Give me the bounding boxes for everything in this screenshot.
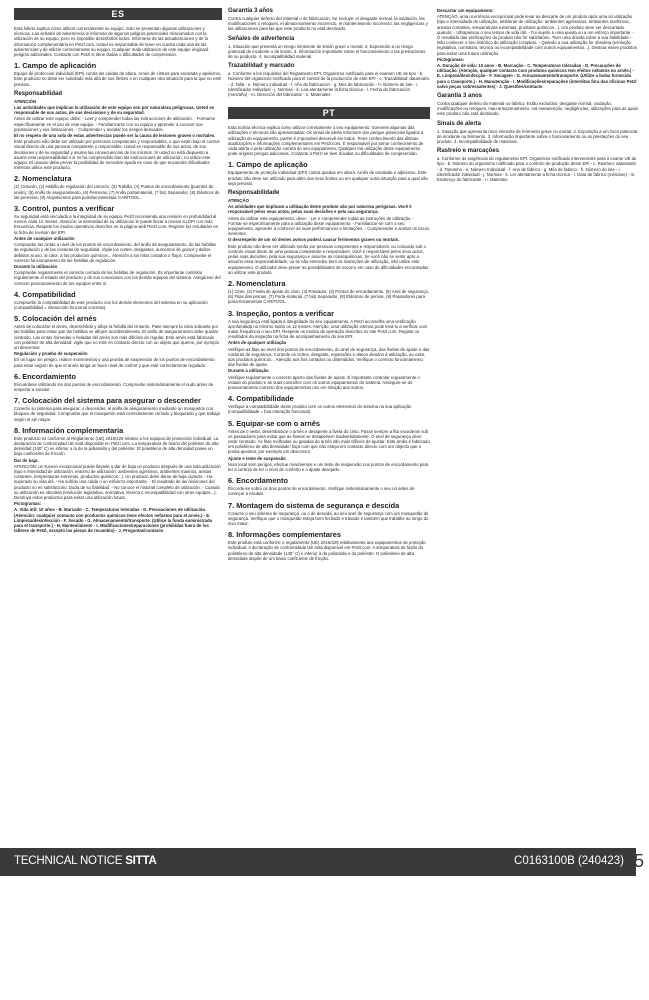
pt-warning-label: ATENÇÃO	[228, 198, 249, 204]
pt-heading-8: 8. Informações complementares	[228, 530, 341, 540]
column-middle	[228, 8, 430, 562]
es-retire-title: Dar de baja:	[14, 457, 39, 463]
es-heading-2: 2. Nomenclatura	[14, 174, 72, 184]
pt-para-3a: Verifique as fitas ao nível dos pontos de encordamento, do anel de segurança, das fivelas de ajuste e das costuras de segurança. Controle os cortes, desgaste, espessões e danos devidos à utilização, ao calor, aos produtos químicos... Atenção aos fios cortados ou distendidos. Verifique o correcto funcionamento das fivelas de ajuste.	[228, 346, 430, 368]
es-para-3b: Compruebe regularmente el correcto cerrado de las hebillas de regulación. Es importante controlar regularmente el estado del producto y de sus conexiones con los demás equipos del sistema. Asegúrese del correcto posicionamiento de los equipos entre sí.	[14, 270, 221, 286]
es-heading-6: 6. Encordamiento	[14, 371, 77, 381]
es-heading-8: 8. Información complementaria	[14, 425, 124, 435]
es-guarantee-title: Garantía 3 años	[228, 8, 274, 14]
pt-heading-4: 4. Compatibilidade	[228, 394, 294, 404]
es-para-7: Conecte su sistema para asegurar, o descender, al anillo de aseguramiento mediante un mosquetón con bloqueo de seguridad. Compruebe que el mosquetón está correctamente cerrado y bloqueado y que trabaja según el eje mayor.	[14, 406, 220, 422]
pt-para-6: Encorde-se sobre os dois pontos de encordamento. Verifique sistematicamente o seu nó antes de começar a escalar.	[228, 486, 415, 497]
footer-title-bold: SITTA	[125, 855, 157, 867]
pt-guarantee-text: Contra qualquer defeito do material ou fabrico. Estão excluídos: desgaste normal, oxidação, modificações ou retoques, mau armazenamento, má manutenção, negligências, utilizações para as quais este produto não está destinado.	[437, 101, 638, 117]
es-para-6: Encuérdese utilizando los dos puntos de encordamiento. Compruebe sistemáticamente el nudo antes de empezar a escalar.	[14, 381, 214, 392]
footer-title-light: TECHNICAL NOTICE	[14, 855, 123, 867]
es-traceability-text: a. Conforme a los requisitos del Reglamento EPI. Organismo notificado para el examen UE de tipo - b. Número del organismo notificado para el control de la producción de este EPI - c. Trazabilidad: datamatrix - d. Talla - e. Número individual - f. Año de fabricación - g. Mes de fabricación - h. Número de lote - i. Identificador individual - j. Normas - k. Lea atentamente la ficha técnica - l. Fecha de fabricación (mes/año) - m. Dirección del fabricante - n. Materiales	[228, 71, 430, 98]
pt-para-5a: Num local sem perigos, efectue movimentos e um teste de suspensão nos pontos de encordamento para ter a certeza de ter o nível de conforto e o ajuste desejado.	[228, 461, 429, 472]
lang-header-es: ES	[14, 8, 222, 20]
lang-header-pt: PT	[228, 107, 430, 119]
pt-heading-7: 7. Montagem do sistema de segurança e descida	[228, 500, 400, 510]
pt-warning-signs-title: Sinais de alerta	[437, 120, 482, 127]
es-responsibility-heading: Responsabilidad	[14, 90, 63, 97]
es-para-3: Su seguridad está vinculada a la integridad de su equipo. Petzl recomienda una revisión en profundidad al menos cada 12 meses. Atención: la intensidad de su utilización le puede llevar a revisar su EPI con más frecuencia. Respete los modos operativos descritos en la página web Petzl.com. Registre los resultados en la ficha de revisión del EPI.	[14, 214, 219, 235]
column-es	[14, 8, 222, 534]
pt-guarantee-title: Garantia 3 anos	[437, 93, 483, 100]
pt-responsibility-heading: Responsabilidade	[228, 190, 280, 197]
es-heading-1: 1. Campo de aplicación	[14, 61, 97, 71]
column-pt-cont	[437, 8, 638, 183]
page-number: 5	[633, 851, 644, 871]
pt-warning-text: As atividades que implicam a utilização deste produto são por natureza perigosas. Você é responsável pelos seus actos, pelas suas decisões e pela sua segurança.	[228, 204, 412, 215]
es-heading-5: 5. Colocación del arnés	[14, 314, 97, 324]
pt-before-use: Antes de utilizar este equipamento, deve: - Ler e compreender todas as instruções de utilização. - Formar-se especificamente para a utilização deste equipamento. - Familiarizar-se com o seu equipamento, aprender a conhecer as suas performances e limitações. - Compreender e aceitar os riscos inerentes.	[228, 215, 430, 237]
document-code: C0163100B (240423)	[514, 855, 624, 867]
pt-para-2: (1) Cinto, (2) Fivela de ajuste do cinto, (3) Passador, (4) Pontos de encordamento, (5) Anel de segurança, (6) Fitas das pernas, (7) Porta-material, (7 bis) Separador, (8) Elásticos de pernas, (9) Passadores para porta-ferramentas CARITOOL.	[228, 288, 429, 305]
es-para-3a: Compruebe las cintas a nivel de los puntos de encordamiento, del anillo de aseguramiento, de las hebillas de regulación y de las costuras de seguridad. Vigile los cortes, desgastes, aumentos de grosor y daños debidos al uso, al calor, a los productos químicos... Atención a los hilos cortados o flojos. Compruebe el correcto funcionamiento de las hebillas de regulación.	[14, 242, 217, 263]
es-para-5a-title: Regulación y prueba de suspensión	[14, 351, 88, 357]
pt-heading-1: 1. Campo de aplicação	[228, 160, 308, 170]
pt-pictograms-title: Pictogramas:	[437, 56, 465, 62]
es-para-4: Compruebe la compatibilidad de este producto con los demás elementos del sistema en su aplicación (compatibilidad = interacción funcional correcta).	[14, 299, 208, 310]
pt-serious-warning: O desrespeito de um só destes avisos poderá causar ferimentos graves ou mortais.	[228, 237, 400, 243]
pt-para-8: Este produto está conforme o regulamento (UE) 2016/425 relativamente aos equipamentos de proteção individual. A declaração de conformidade UE está disponível em Petzl.com. A temperatura de fusão do polietileno de alta densidade (140° C) é inferior à da poliamida e do poliéster. O polietileno de alta densidade dispõe de um baixo coeficiente de fricção.	[228, 540, 426, 561]
pt-para-7: Conecte o seu sistema de segurança, ou o de descida, ao seu anel de segurança com um mosquetão de segurança. Verifique que o mosquetão esteja bem fechado e travado e também que trabalhe ao longo do eixo maior.	[228, 510, 429, 526]
pt-retire-text: ATENÇÃO, uma ocorrência excepcional pode levar ao descarte de um produto após uma só utilização (tipo e intensidade de utilização, ambiente de utilização: ambientes agressivos, ambientes marítimos, arestas cortantes, temperaturas extremas, produtos químicos...). Um produto deve ser descartado quando: - Ultrapassou o seu tempo de vida útil. - Foi sujeito a uma queda ou a um esforço importante. - O resultado das verificações do produto não for satisfatório. Tiver uma dúvida sobre a sua fiabilidade. - Não conhecer o seu histórico de utilização completo. - Quando a sua utilização for obsoleta (evolução legislativa, normativa, técnica ou incompatibilidade com outros equipamentos...). Destrua esses produtos para evitar uma futura utilização.	[437, 14, 637, 56]
pt-competent-users: Este produto não deve ser utilizado senão por pessoas competentes e responsáveis, ou colocado sob o controlo visual direto de uma pessoa competente e responsável. Você é responsável pelos seus actos, pelas suas decisões, pela sua segurança e assume as consequências. Se você não se sentir apto a assumir essa responsabilidade, ou se não entendeu bem as instruções de utilização, não utilize este equipamento. O utilizador deve prever as possibilidades de socorro em caso de dificuldades encontradas ao utilizar este produto.	[228, 243, 429, 275]
pt-heading-2: 2. Nomenclatura	[228, 278, 286, 288]
pt-para-5: Antes de o vestir, desembarace o arnês e desaperte a fivela do cinto. Passe sempre a fita excedente sob os passadores para evitar que as fivelas se desapertem inadvertidamente. O anel de segurança deve estar centrado. As fitas molhadas ou geladas do arnês são mais difíceis de ajustar. Este arnês é fabricado em polietileno de alta densidade: faça com que não esteja em contacto directo com um objecto que o possa queimar, por exemplo um descensor.	[228, 428, 430, 455]
es-pictograms-title: Pictogramas:	[14, 501, 42, 507]
footer-bar	[0, 848, 636, 876]
es-before-use: Antes de utilizar este equipo, debe: - Leer y comprender todas las instrucciones de utilización. - Formarse específicamente en el uso de este equipo. - Familiarizarse con su equipo y aprender a conocer sus prestaciones y sus limitaciones. - Comprender y aceptar los riesgos derivados.	[14, 116, 216, 132]
es-para-3a-title: Antes de cualquier utilización	[14, 235, 75, 241]
pt-warning-signs-text: 1. Situação que apresenta risco iminente de ferimento grave ou mortal. 2. Exposição a um risco potencial de incidente ou ferimento. 3. Informação importante sobre o funcionamento ou as prestações do seu produto. 4. Incompatibilidade de materiais.	[437, 128, 638, 145]
es-warning-signs-text: 1. Situación que presenta un riesgo inminente de lesión grave o mortal. 2. Exposición a un riesgo potencial de incidente o de lesión. 3. Información importante sobre el funcionamiento o las prestaciones de su producto. 4. Incompatibilidad material.	[228, 43, 426, 60]
es-heading-7: 7. Colocación del sistema para asegurar o descender	[14, 396, 201, 406]
pt-heading-3: 3. Inspeção, pontos a verificar	[228, 308, 334, 318]
es-para-1: Equipo de protección individual (EPI) contra las caídas de altura. Arnés de cintura para escalada y alpinismo. Este producto no debe ser solicitado más allá de sus límites o en cualquier otra situación para la que no esté previsto.	[14, 71, 222, 87]
pt-heading-6: 6. Encordamento	[228, 476, 288, 486]
es-warning-label: ATENCIÓN	[14, 98, 37, 104]
es-para-2: (1) Cinturón, (2) Hebilla de regulación del cinturón, (3) Trabilla, (4) Puntos de encordamiento (puentes de unión), (5) Anillo de aseguramiento, (6) Perneras, (7) Anillo portamaterial, (7 bis) Separador, (8) Elásticos de las perneras, (9) Alojamientos para portaherramientas CARITOOL.	[14, 184, 220, 200]
pt-para-3: A sua segurança está ligada à integridade do seu equipamento. A Petzl aconselha uma verificação aprofundada no mínimo todos os 12 meses. Atenção, uma utilização intensa pode levá-lo a verificar com maior frequência o seu EPI. Respeite os modos de operação descritos no site Petzl.com. Registe os resultados da inspeção na ficha de acompanhamento do seu EPI.	[228, 318, 428, 340]
es-para-5: Antes de colocarse el arnés, desenrédelo y afloje la hebilla del cinturón. Pase siempre la cinta sobrante por las trabillas para evitar que las hebillas se aflojen accidentalmente. El anillo de aseguramiento debe quedar centrado. Las cintas húmedas o heladas del arnés son más difíciles de regular. Este arnés está fabricado con poliéster de alta densidad: vigile que no esté en contacto directo con un objeto que queme, por ejemplo un descensor.	[14, 324, 219, 350]
pt-para-3a-title: Antes de qualquer utilização	[228, 340, 287, 346]
pt-intro: Esta notícia técnica explica como utilizar corretamente o seu equipamento. Somente algumas das utilizações e técnicas são apresentadas. Os sinais de alerta informam dos perigos potenciais ligados à utilização do equipamento, porém é impossível descrevê-los todos. Tome conhecimento das últimas atualizações e informações complementares em Petzl.com. É responsável por tomar conhecimento de cada alerta e pela utilização correta do seu equipamento. Qualquer má utilização deste equipamento pode originar perigos adicionais. Contacte a Petzl se tiver dúvidas ou dificuldades de compreensão.	[228, 125, 424, 157]
es-heading-4: 4. Compatibilidad	[14, 289, 76, 299]
es-para-8: Este producto es conforme al Reglamento (UE) 2016/425 relativo a los equipos de protección individual. La declaración de conformidad UE está disponible en Petzl.com. La temperatura de fusión del poliéster de alta densidad (140° C) es inferior a la de la poliamida y del poliéster. El polietileno de alta densidad posee un bajo coeficiente de fricción.	[14, 435, 219, 457]
es-para-5a: En un lugar sin peligro, realice movimientos y una prueba de suspensión de los puntos de encordamiento para estar seguro de que el arnés tenga un buen nivel de confort y que esté correctamente regulado.	[14, 357, 215, 368]
es-traceability-title: Trazabilidad y marcado	[228, 63, 295, 70]
pt-pictograms-text: A. Duração de vida: 10 anos - B. Marcação - C. Temperaturas toleradas - D. Precauções de utilização. (Atenção, qualquer contacto com produtos químicos tem efeitos nefastos no arnês.) - E. Limpeza/desinfecção - F. Secagem - G. Armazenamento/transporte. (Utilize a bolsa fornecida para o transporte.) - H. Manutenção - I. Modificações/reparações (interditas fora das oficinas Petzl salvo peças sobressalentes) - J. Questões/contacto	[437, 63, 637, 89]
pt-traceability-title: Rastreio e marcações	[437, 148, 500, 155]
pt-heading-5: 5. Equipar-se com o arnês	[228, 418, 321, 428]
footer-title	[14, 855, 157, 867]
es-warning-signs-title: Señales de advertencia	[228, 35, 295, 42]
es-serious-warning: El no respeto de una sola de estas advertencias puede ser la causa de lesiones graves o mortales.	[14, 133, 216, 139]
es-competent-users: Este producto sólo debe ser utilizado por personas competentes y responsables, o que estén bajo el control visual directo de una persona competente y responsable. Usted es responsable de sus actos, de sus decisiones y de su seguridad y asume las consecuencias de los mismos. Si usted no está dispuesto a asumir esta responsabilidad o si no ha comprendido bien las instrucciones de utilización, no utilice este equipo. El usuario debe prever la posibilidad de necesitar ayuda en caso de que encuentre dificultades mientras utilice este producto.	[14, 139, 220, 171]
es-heading-3: 3. Control, puntos a verificar	[14, 204, 115, 214]
es-pictograms-text: A. Vida útil: 10 años - B. Marcado - C. Temperaturas toleradas - D. Precauciones de utilización. (Atención: cualquier contacto con productos químicos tiene efectos nefastos para el arnés.) - E. Limpieza/desinfección - F. Secado - G. Almacenamiento/transporte. (Utilice la funda suministrada para el transporte.) - H. Mantenimiento - I. Modificaciones/reparaciones (prohibidas fuera de los talleres de Petzl, excepto las piezas de recambio) - J. Preguntas/contacto	[14, 507, 213, 534]
es-guarantee-text: Contra cualquier defecto del material o de fabricación. Se excluye: el desgaste normal, la oxidación, las modificaciones o retoques, el almacenamiento incorrecto, el mantenimiento incorrecto, las negligencias y las utilizaciones para las que este producto no está destinado.	[228, 16, 428, 32]
es-intro: Esta folleto explica cómo utilizar correctamente su equipo. Solo se presentan algunas utilizaciones y técnicas. Las señales de advertencia le informan de algunos peligros potenciales relacionados con la utilización de su equipo, pero es imposible describirlos todos. Infórmese de las actualizaciones y de la información complementaria en Petzl.com. Usted es responsable de tener en cuenta cada una de las advertencias y de utilizar correctamente su equipo. Cualquier mala utilización de este equipo originará peligros adicionales. Contacte con Petzl si tiene dudas o dificultades de comprensión.	[14, 26, 209, 58]
pt-para-3b: Verifique regularmente o correcto aperto das fivelas de ajuste. É importante controlar regularmente o estado do produto e as suas conexões com os outros equipamentos do sistema. Assegure-se do posicionamento correcto dos equipamentos uns em relação aos outros.	[228, 374, 420, 390]
pt-para-5a-title: Ajuste e teste de suspensão	[228, 455, 286, 461]
pt-traceability-text: a. Conforme às exigências do regulamento EPI. Organismo notificado interveniente para o exame UE de tipo - b. Número do organismo notificado para o controlo de produção deste EPI - c. Rastreio: datamatrix - d. Tamanho - e. Número Individual - f. Ano de fabrico - g. Mês de fabrico - h. Número do lote - i. Identificador individual - j. Normas - k. Ler atentamente a ficha técnica - l. Data de fabrico (mês/ano) - m. Endereço do fabricante - n. Materiais	[437, 156, 637, 183]
pt-para-3b-title: Durante a utilização	[228, 368, 269, 374]
es-warning-text: Las actividades que implican la utilización de este equipo son por naturaleza peligrosas. Usted es responsable de sus actos, de sus decisiones y de su seguridad.	[14, 105, 215, 116]
pt-para-4: Verifique a compatibilidade deste produto com os outros elementos do sistema na sua aplicação (compatibilidade = boa interação funcional).	[228, 404, 412, 415]
pt-retire-title: Descartar um equipamento:	[437, 8, 494, 13]
pt-para-1: Equipamento de proteção individual (EPI) contra quedas em altura. Arnês de escalada e alpinismo. Este produto não deve ser utilizado para além dos seus limites ou em qualquer outra situação para a qual não seja previsto.	[228, 170, 428, 186]
es-retire-text: ATENCIÓN: un suceso excepcional puede llevarle a dar de baja un producto después de una sola utilización (tipo e intensidad de utilización, entorno de utilización: ambientes agresivos, ambientes marinos, aristas cortantes, temperaturas extremas, productos químicos...). Un producto debe darse de baja cuando: - Ha superado su vida útil. - Ha sufrido una caída o un esfuerzo importante. - El resultado de las revisiones del producto no es satisfactorio. Duda de su fiabilidad. - No conoce el historial completo de utilización. - Cuando su utilización es obsoleta (evolución legislativa, normativa, técnica o incompatibilidad con otros equipos...). Destruya estos productos para evitar una utilización futura.	[14, 463, 221, 500]
es-para-3b-title: Durante la utilización	[14, 263, 58, 269]
